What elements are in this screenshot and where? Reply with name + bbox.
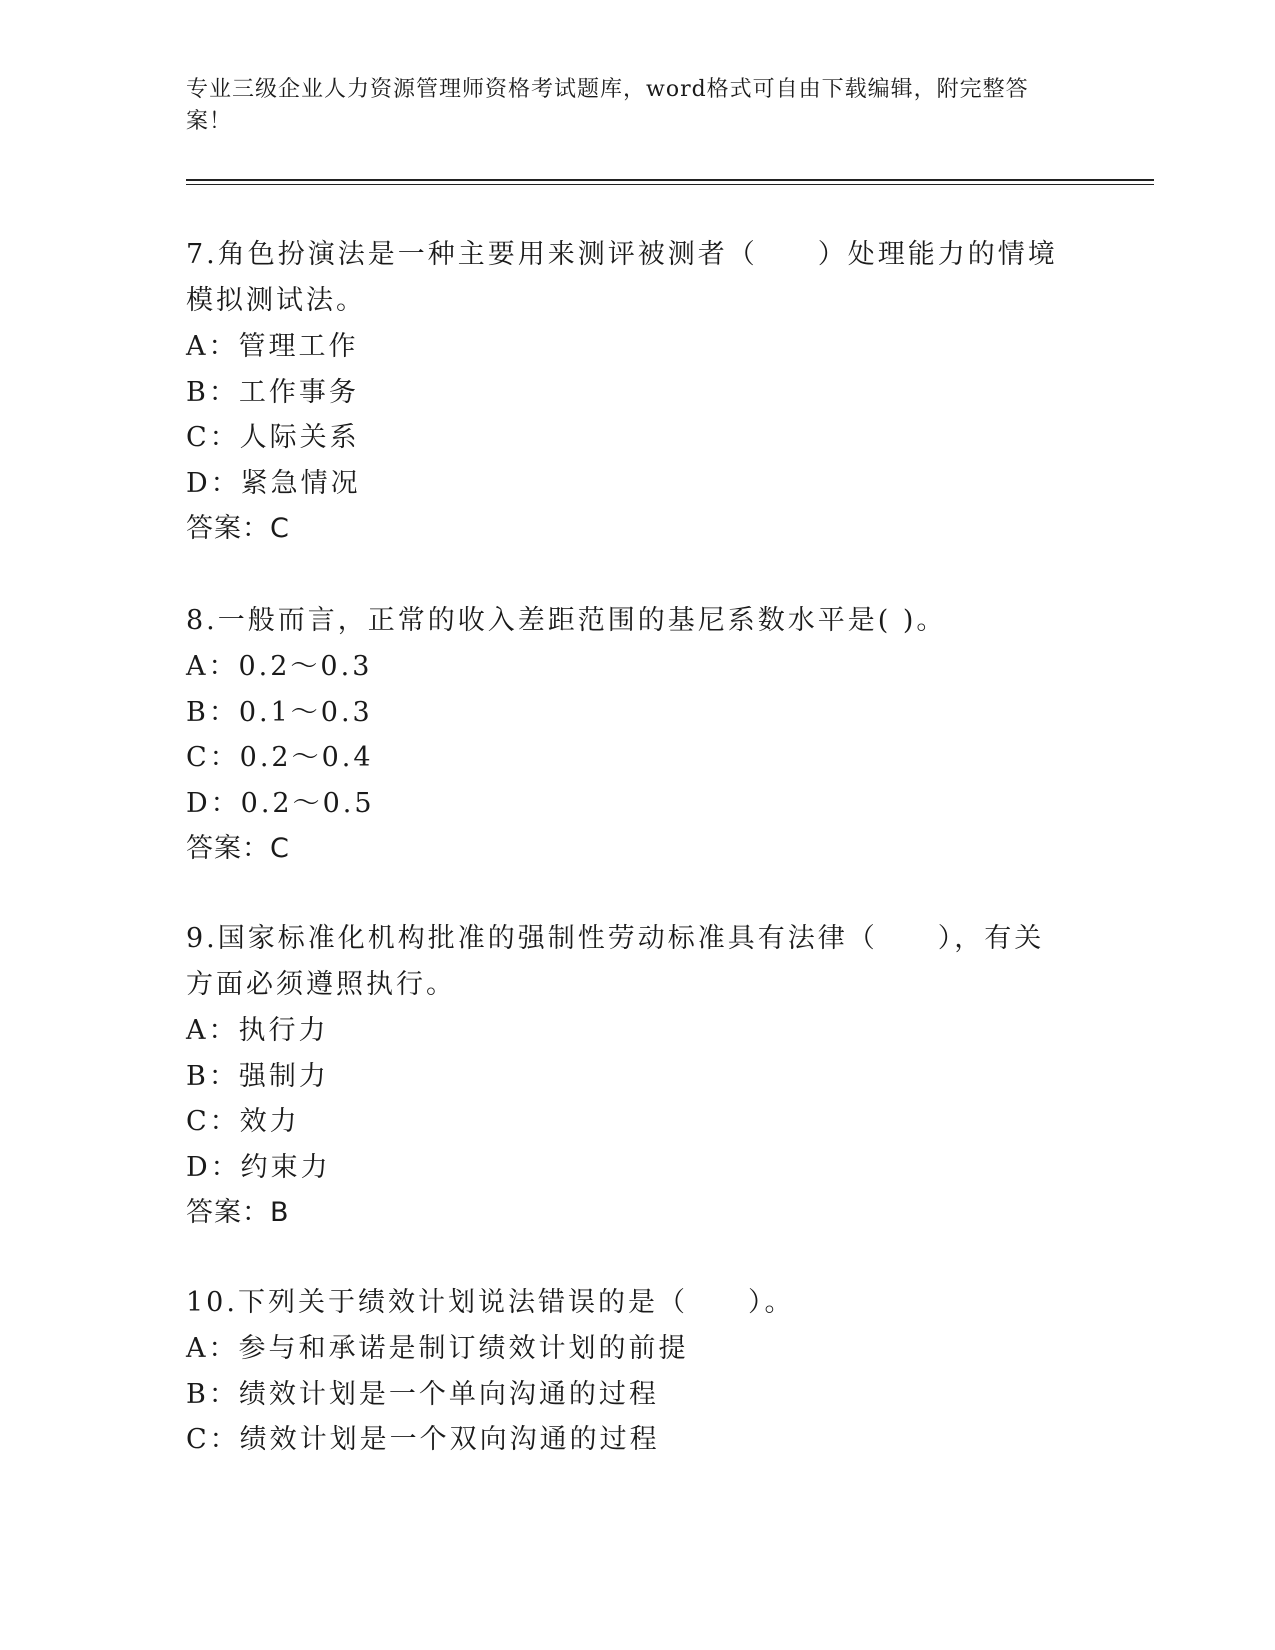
question-7 xyxy=(186,232,1066,552)
option-c: C：人际关系 xyxy=(186,422,360,453)
question-8 xyxy=(186,598,1066,872)
option-b: B：强制力 xyxy=(186,1060,329,1092)
option-a: A：执行力 xyxy=(186,1015,329,1046)
answer-line: 答案：B xyxy=(186,1197,290,1228)
option-a: A：管理工作 xyxy=(186,331,359,362)
answer-line: 答案：C xyxy=(186,513,290,544)
document-header: 专业三级企业人力资源管理师资格考试题库，word格式可自由下载编辑，附完整答案！ xyxy=(186,77,1029,134)
option-d: D：0.2～0.5 xyxy=(186,787,375,819)
option-b: B：绩效计划是一个单向沟通的过程 xyxy=(186,1378,659,1410)
option-c: C：绩效计划是一个双向沟通的过程 xyxy=(186,1424,660,1455)
option-a: A：参与和承诺是制订绩效计划的前提 xyxy=(186,1333,689,1364)
question-stem: 7.角色扮演法是一种主要用来测评被测者（ ）处理能力的情境模拟测试法。 xyxy=(186,239,1058,316)
question-stem: 10.下列关于绩效计划说法错误的是（ ）。 xyxy=(186,1287,795,1318)
answer-line: 答案：C xyxy=(186,833,290,864)
header-divider xyxy=(186,179,1154,185)
question-10 xyxy=(186,1280,1066,1463)
option-d: D：约束力 xyxy=(186,1151,331,1183)
option-c: C：0.2～0.4 xyxy=(186,742,374,773)
question-9 xyxy=(186,916,1066,1236)
question-stem: 9.国家标准化机构批准的强制性劳动标准具有法律（ ），有关方面必须遵照执行。 xyxy=(186,923,1045,1000)
option-d: D：紧急情况 xyxy=(186,467,361,499)
option-c: C：效力 xyxy=(186,1106,300,1137)
option-b: B：0.1～0.3 xyxy=(186,696,373,728)
option-a: A：0.2～0.3 xyxy=(186,651,373,682)
option-b: B：工作事务 xyxy=(186,376,359,408)
question-stem: 8.一般而言，正常的收入差距范围的基尼系数水平是( )。 xyxy=(186,605,947,636)
